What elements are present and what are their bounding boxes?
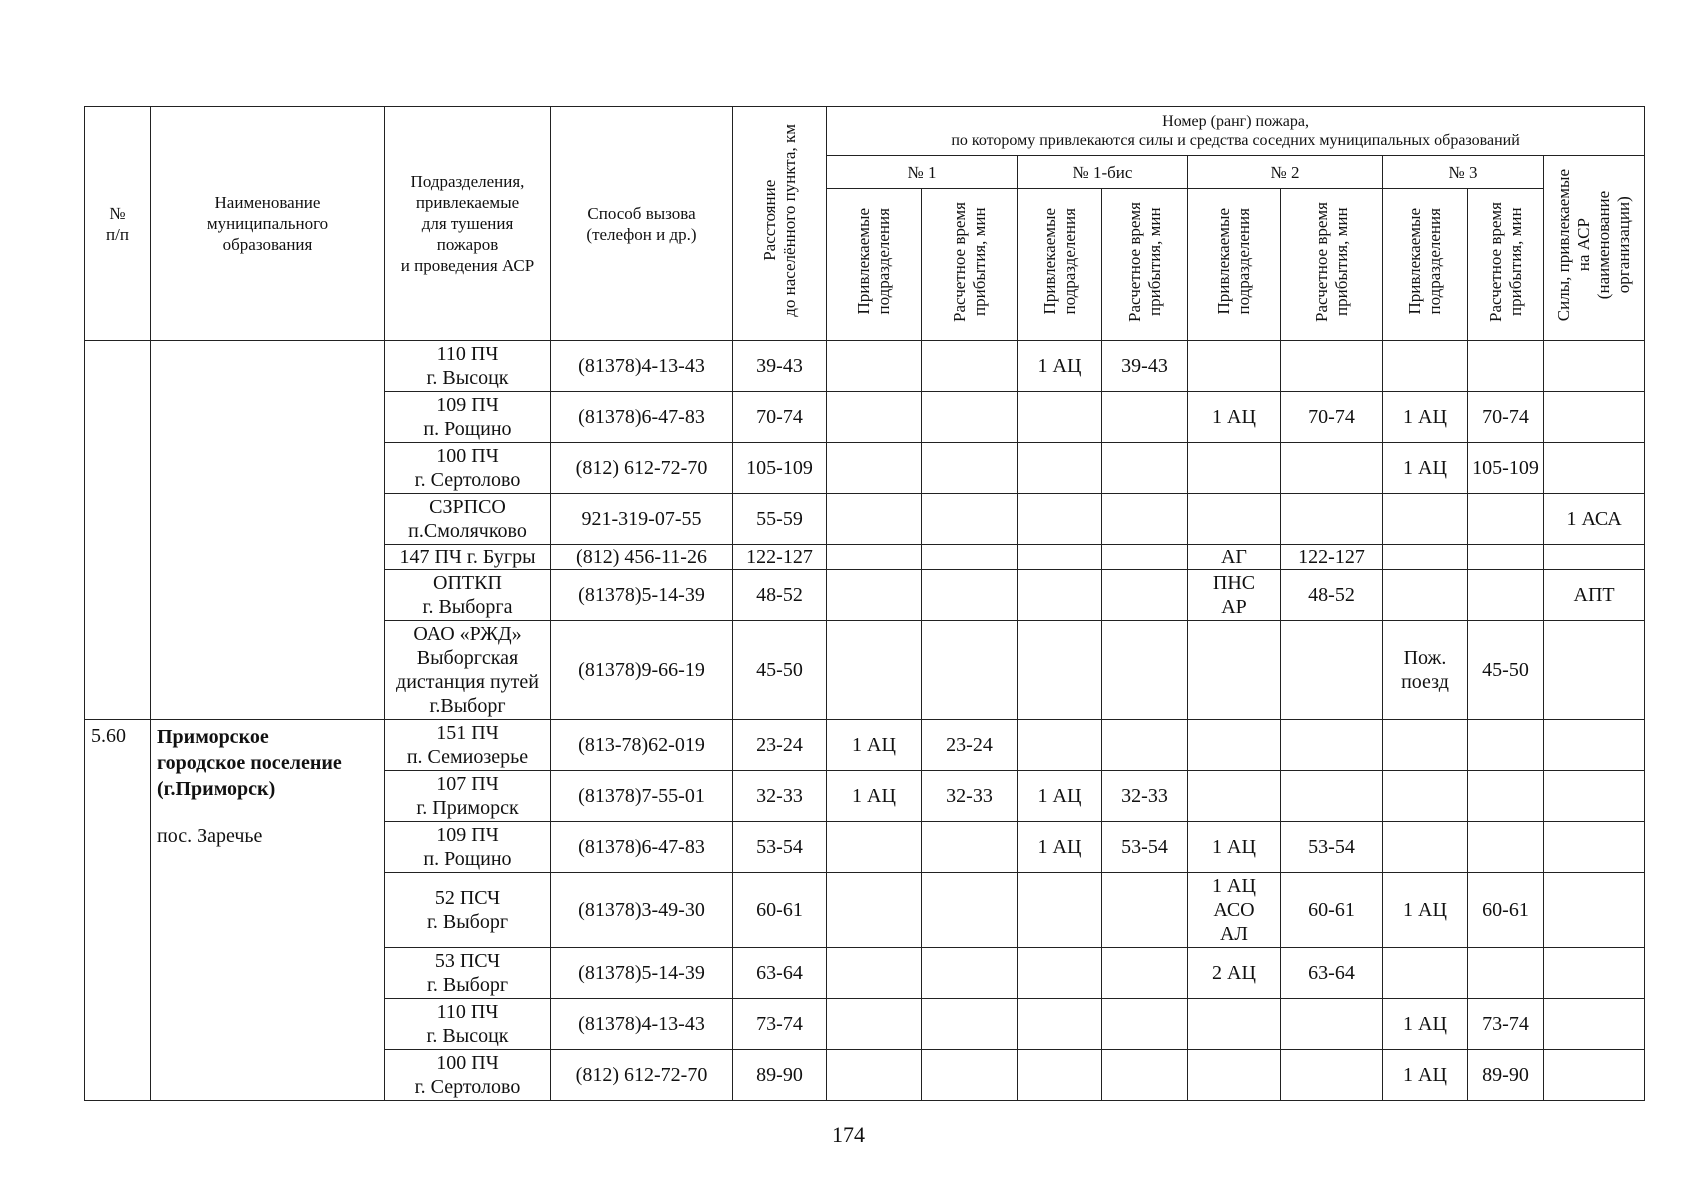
rank3-units-cell [1383, 545, 1468, 570]
rank2-time-cell: 60-61 [1281, 873, 1383, 948]
rank1bis-time-cell [1102, 948, 1188, 999]
header-r3-units [1383, 189, 1468, 341]
rank1bis-units-cell: 1 АЦ [1018, 771, 1102, 822]
rank2-units-cell [1188, 494, 1281, 545]
rank3-units-cell [1383, 570, 1468, 621]
rank2-units-cell: 2 АЦ [1188, 948, 1281, 999]
distance-cell: 39-43 [733, 341, 827, 392]
rank1-units-cell [827, 948, 922, 999]
rank1bis-time-cell [1102, 570, 1188, 621]
rank1bis-units-cell [1018, 720, 1102, 771]
rank1bis-time-cell [1102, 392, 1188, 443]
header-call-method: Способ вызова (телефон и др.) [551, 107, 733, 341]
rank1-time-cell [922, 341, 1018, 392]
rank2-time-cell [1281, 999, 1383, 1050]
rank1-units-cell [827, 1050, 922, 1101]
header-r1-time [922, 189, 1018, 341]
header-rank-1bis: № 1-бис [1018, 156, 1188, 189]
unit-cell: 52 ПСЧ г. Выборг [385, 873, 551, 948]
row-number-cell [85, 341, 151, 720]
unit-cell: 53 ПСЧ г. Выборг [385, 948, 551, 999]
rank2-time-cell [1281, 341, 1383, 392]
distance-cell: 73-74 [733, 999, 827, 1050]
distance-cell: 45-50 [733, 621, 827, 720]
asr-cell [1544, 822, 1645, 873]
rank3-time-cell: 70-74 [1468, 392, 1544, 443]
header-r3-time-label: Расчетное время прибытия, мин [1485, 201, 1525, 322]
rank3-units-cell [1383, 771, 1468, 822]
rank1-units-cell [827, 570, 922, 621]
rank1bis-units-cell [1018, 873, 1102, 948]
rank1-units-cell [827, 494, 922, 545]
rank1bis-units-cell [1018, 570, 1102, 621]
unit-cell: ОАО «РЖД» Выборгская дистанция путей г.Выборг [385, 621, 551, 720]
fire-forces-table [84, 106, 1645, 1101]
rank1bis-units-cell [1018, 1050, 1102, 1101]
phone-cell: (812) 612-72-70 [551, 1050, 733, 1101]
header-r1-units [827, 189, 922, 341]
rank1-units-cell [827, 443, 922, 494]
rank3-time-cell [1468, 494, 1544, 545]
asr-cell [1544, 999, 1645, 1050]
rank3-units-cell [1383, 494, 1468, 545]
rank1-units-cell: 1 АЦ [827, 771, 922, 822]
rank1-units-cell [827, 999, 922, 1050]
rank3-time-cell [1468, 545, 1544, 570]
rank3-units-cell [1383, 822, 1468, 873]
distance-cell: 32-33 [733, 771, 827, 822]
asr-cell [1544, 873, 1645, 948]
phone-cell: (81378)3-49-30 [551, 873, 733, 948]
header-asr [1544, 156, 1645, 341]
row-number-cell [85, 720, 151, 1101]
page-number: 174 [832, 1122, 865, 1147]
distance-cell: 122-127 [733, 545, 827, 570]
distance-cell: 63-64 [733, 948, 827, 999]
rank2-units-cell: ПНС АР [1188, 570, 1281, 621]
rank3-units-cell: 1 АЦ [1383, 392, 1468, 443]
municipality-cell [151, 720, 385, 1101]
rank2-time-cell: 70-74 [1281, 392, 1383, 443]
header-r1bis-time [1102, 189, 1188, 341]
rank1bis-units-cell [1018, 392, 1102, 443]
rank3-units-cell [1383, 720, 1468, 771]
phone-cell: (81378)5-14-39 [551, 948, 733, 999]
unit-cell: СЗРПСО п.Смолячково [385, 494, 551, 545]
asr-cell [1544, 1050, 1645, 1101]
rank1bis-units-cell [1018, 999, 1102, 1050]
rank2-units-cell [1188, 720, 1281, 771]
phone-cell: (81378)5-14-39 [551, 570, 733, 621]
header-rank-3: № 3 [1383, 156, 1544, 189]
rank1-units-cell [827, 545, 922, 570]
phone-cell: (813-78)62-019 [551, 720, 733, 771]
header-r2-units [1188, 189, 1281, 341]
rank1-time-cell [922, 1050, 1018, 1101]
header-rank-2: № 2 [1188, 156, 1383, 189]
rank3-time-cell [1468, 341, 1544, 392]
rank1bis-time-cell [1102, 545, 1188, 570]
asr-cell [1544, 621, 1645, 720]
header-r3-time [1468, 189, 1544, 341]
row-number: 5.60 [91, 725, 126, 747]
phone-cell: (812) 456-11-26 [551, 545, 733, 570]
asr-cell [1544, 443, 1645, 494]
phone-cell: (812) 612-72-70 [551, 443, 733, 494]
rank1bis-time-cell [1102, 873, 1188, 948]
rank2-time-cell [1281, 1050, 1383, 1101]
rank2-units-cell: 1 АЦ [1188, 822, 1281, 873]
rank1bis-units-cell [1018, 494, 1102, 545]
header-rank-title: Номер (ранг) пожара, по которому привлекаются силы и средства соседних муниципальных образований [827, 107, 1645, 156]
rank2-time-cell [1281, 621, 1383, 720]
rank1bis-units-cell: 1 АЦ [1018, 822, 1102, 873]
rank3-time-cell: 73-74 [1468, 999, 1544, 1050]
table-row [85, 341, 1645, 392]
header-r1bis-units [1018, 189, 1102, 341]
rank3-units-cell [1383, 341, 1468, 392]
header-rank-1: № 1 [827, 156, 1018, 189]
settlement-name: пос. Заречье [157, 825, 263, 847]
unit-cell: 110 ПЧ г. Высоцк [385, 999, 551, 1050]
rank1bis-units-cell [1018, 545, 1102, 570]
rank3-units-cell: 1 АЦ [1383, 1050, 1468, 1101]
header-distance [733, 107, 827, 341]
rank1-time-cell [922, 545, 1018, 570]
rank1-time-cell [922, 873, 1018, 948]
rank1-time-cell [922, 621, 1018, 720]
rank1bis-units-cell: 1 АЦ [1018, 341, 1102, 392]
distance-cell: 70-74 [733, 392, 827, 443]
rank3-time-cell [1468, 720, 1544, 771]
header-r1bis-units-label: Привлекаемые подразделения [1039, 208, 1079, 315]
rank1-units-cell [827, 392, 922, 443]
rank3-units-cell [1383, 948, 1468, 999]
unit-cell: 147 ПЧ г. Бугры [385, 545, 551, 570]
header-r1bis-time-label: Расчетное время прибытия, мин [1124, 201, 1164, 322]
rank2-units-cell: АГ [1188, 545, 1281, 570]
rank1-time-cell [922, 570, 1018, 621]
rank1bis-time-cell [1102, 1050, 1188, 1101]
rank1bis-time-cell [1102, 999, 1188, 1050]
rank1bis-time-cell [1102, 720, 1188, 771]
header-r2-time [1281, 189, 1383, 341]
municipality-name: Приморское городское поселение (г.Приморск) [157, 726, 342, 800]
header-asr-label: Силы, привлекаемые на АСР (наименование организации) [1554, 168, 1634, 322]
rank1-time-cell [922, 999, 1018, 1050]
phone-cell: (81378)9-66-19 [551, 621, 733, 720]
rank1-units-cell [827, 873, 922, 948]
rank3-time-cell: 45-50 [1468, 621, 1544, 720]
rank3-time-cell: 89-90 [1468, 1050, 1544, 1101]
asr-cell: 1 АСА [1544, 494, 1645, 545]
rank1-units-cell [827, 621, 922, 720]
rank2-time-cell [1281, 443, 1383, 494]
rank1bis-time-cell: 32-33 [1102, 771, 1188, 822]
distance-cell: 60-61 [733, 873, 827, 948]
rank2-units-cell [1188, 771, 1281, 822]
distance-cell: 55-59 [733, 494, 827, 545]
unit-cell: 110 ПЧ г. Высоцк [385, 341, 551, 392]
unit-cell: 109 ПЧ п. Рощино [385, 392, 551, 443]
header-r1-units-label: Привлекаемые подразделения [854, 208, 893, 315]
rank1bis-time-cell [1102, 494, 1188, 545]
rank3-units-cell: 1 АЦ [1383, 873, 1468, 948]
distance-cell: 89-90 [733, 1050, 827, 1101]
rank1-time-cell: 23-24 [922, 720, 1018, 771]
unit-cell: 100 ПЧ г. Сертолово [385, 443, 551, 494]
municipality-cell [151, 341, 385, 720]
asr-cell [1544, 545, 1645, 570]
distance-cell: 48-52 [733, 570, 827, 621]
rank1-time-cell [922, 392, 1018, 443]
rank2-time-cell [1281, 494, 1383, 545]
rank2-units-cell [1188, 621, 1281, 720]
rank1-time-cell [922, 822, 1018, 873]
rank1bis-units-cell [1018, 948, 1102, 999]
header-distance-label: Расстояние до населённого пункта, км [759, 124, 799, 317]
distance-cell: 53-54 [733, 822, 827, 873]
rank3-time-cell [1468, 570, 1544, 621]
asr-cell [1544, 948, 1645, 999]
rank1-time-cell [922, 443, 1018, 494]
asr-cell [1544, 720, 1645, 771]
rank1-time-cell [922, 948, 1018, 999]
rank2-time-cell: 63-64 [1281, 948, 1383, 999]
header-municipality: Наименование муниципального образования [151, 107, 385, 341]
header-r1-time-label: Расчетное время прибытия, мин [949, 201, 989, 322]
rank2-time-cell: 122-127 [1281, 545, 1383, 570]
rank1bis-time-cell: 39-43 [1102, 341, 1188, 392]
phone-cell: 921-319-07-55 [551, 494, 733, 545]
header-units: Подразделения, привлекаемые для тушения пожаров и проведения АСР [385, 107, 551, 341]
rank1-units-cell [827, 341, 922, 392]
distance-cell: 23-24 [733, 720, 827, 771]
unit-cell: 107 ПЧ г. Приморск [385, 771, 551, 822]
rank1bis-time-cell: 53-54 [1102, 822, 1188, 873]
rank3-time-cell: 60-61 [1468, 873, 1544, 948]
unit-cell: 100 ПЧ г. Сертолово [385, 1050, 551, 1101]
phone-cell: (81378)4-13-43 [551, 341, 733, 392]
rank1-time-cell: 32-33 [922, 771, 1018, 822]
rank1-units-cell: 1 АЦ [827, 720, 922, 771]
rank3-time-cell [1468, 822, 1544, 873]
header-num: № п/п [85, 107, 151, 341]
header-r2-time-label: Расчетное время прибытия, мин [1311, 201, 1351, 322]
phone-cell: (81378)6-47-83 [551, 392, 733, 443]
rank2-time-cell: 48-52 [1281, 570, 1383, 621]
distance-cell: 105-109 [733, 443, 827, 494]
rank2-time-cell [1281, 771, 1383, 822]
header-r3-units-label: Привлекаемые подразделения [1405, 208, 1444, 315]
rank2-time-cell [1281, 720, 1383, 771]
rank3-units-cell: 1 АЦ [1383, 999, 1468, 1050]
rank2-units-cell [1188, 341, 1281, 392]
rank2-time-cell: 53-54 [1281, 822, 1383, 873]
phone-cell: (81378)6-47-83 [551, 822, 733, 873]
rank1bis-units-cell [1018, 443, 1102, 494]
unit-cell: ОПТКП г. Выборга [385, 570, 551, 621]
asr-cell [1544, 771, 1645, 822]
rank1-units-cell [827, 822, 922, 873]
rank2-units-cell: 1 АЦ [1188, 392, 1281, 443]
rank3-units-cell: 1 АЦ [1383, 443, 1468, 494]
rank2-units-cell: 1 АЦ АСО АЛ [1188, 873, 1281, 948]
rank1bis-time-cell [1102, 443, 1188, 494]
asr-cell [1544, 392, 1645, 443]
rank2-units-cell [1188, 999, 1281, 1050]
rank2-units-cell [1188, 1050, 1281, 1101]
asr-cell [1544, 341, 1645, 392]
rank2-units-cell [1188, 443, 1281, 494]
phone-cell: (81378)7-55-01 [551, 771, 733, 822]
unit-cell: 151 ПЧ п. Семиозерье [385, 720, 551, 771]
rank3-time-cell [1468, 771, 1544, 822]
header-r2-units-label: Привлекаемые подразделения [1214, 208, 1253, 315]
table-row [85, 720, 1645, 771]
phone-cell: (81378)4-13-43 [551, 999, 733, 1050]
rank1-time-cell [922, 494, 1018, 545]
asr-cell: АПТ [1544, 570, 1645, 621]
rank1bis-time-cell [1102, 621, 1188, 720]
rank3-time-cell [1468, 948, 1544, 999]
rank3-units-cell: Пож. поезд [1383, 621, 1468, 720]
rank1bis-units-cell [1018, 621, 1102, 720]
unit-cell: 109 ПЧ п. Рощино [385, 822, 551, 873]
rank3-time-cell: 105-109 [1468, 443, 1544, 494]
